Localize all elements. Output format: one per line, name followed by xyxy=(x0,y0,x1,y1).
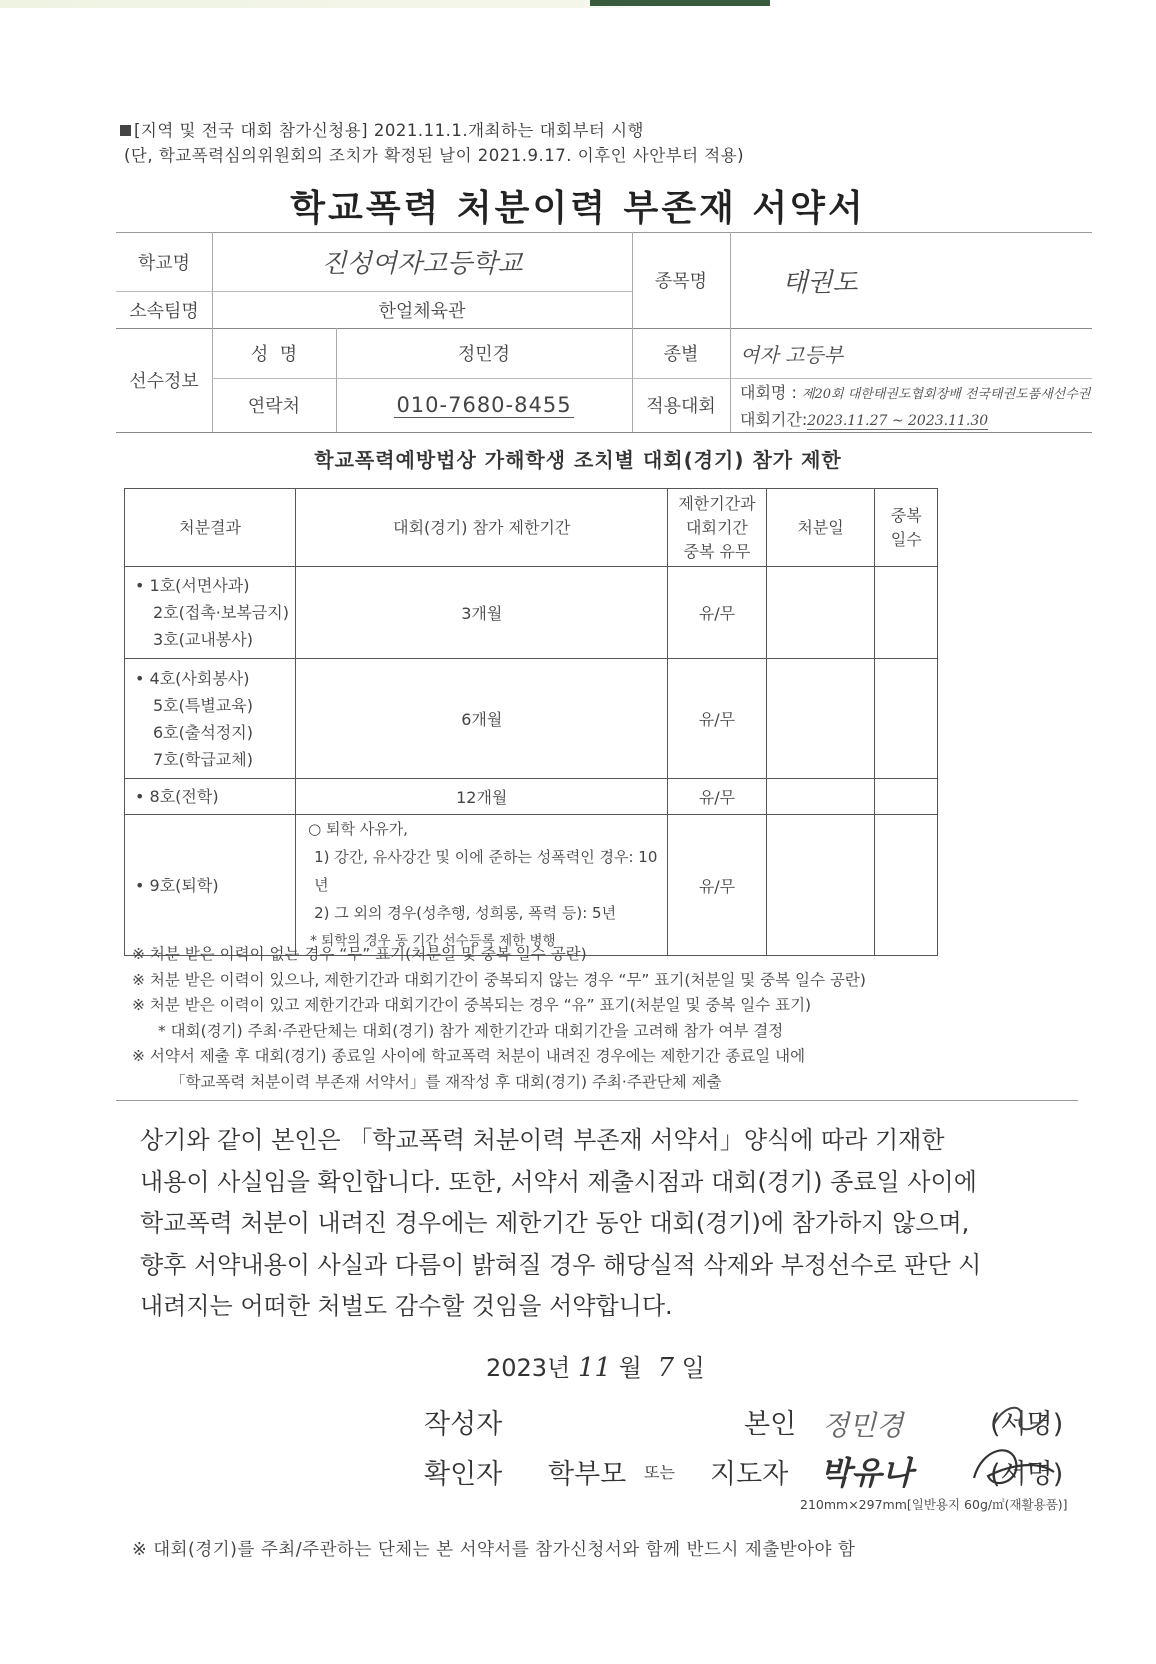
contact-value: 010-7680-8455 xyxy=(396,392,572,417)
divider xyxy=(116,1100,1078,1101)
contact-label: 연락처 xyxy=(247,396,301,417)
header-overlap-line: 제한기간과 xyxy=(678,493,756,513)
pledge-line: 내려지는 어떠한 처벌도 감수할 것임을 서약합니다. xyxy=(140,1292,673,1320)
parent-label: 학부모 xyxy=(548,1459,627,1490)
date-year: 2023년 xyxy=(486,1354,571,1382)
header-overlap xyxy=(668,489,766,567)
header-days-line: 중복 xyxy=(890,505,922,525)
name-value: 정민경 xyxy=(457,344,511,365)
footnotes xyxy=(132,942,866,1095)
square-bullet-icon xyxy=(120,125,131,136)
date-month: 11 xyxy=(577,1353,611,1383)
date-day-label: 일 xyxy=(681,1354,705,1382)
pledge-line: 학교폭력 처분이 내려진 경우에는 제한기간 동안 대회(경기)에 참가하지 않으며, xyxy=(140,1209,970,1237)
header-days-line: 일수 xyxy=(890,529,922,549)
team-label: 소속팀명 xyxy=(129,300,199,322)
pledge-text xyxy=(140,1120,981,1328)
result-cell: • 8호(전학) xyxy=(125,779,296,815)
date-day: 7 xyxy=(657,1353,675,1383)
pledge-date xyxy=(486,1348,705,1383)
table-header-row xyxy=(125,489,938,567)
date-cell xyxy=(766,567,875,659)
restriction-subtitle: 학교폭력예방법상 가해학생 조치별 대회(경기) 참가 제한 xyxy=(314,448,842,472)
row9-note-4: * 퇴학의 경우 동 기간 선수등록 제한 병행 xyxy=(310,933,556,949)
name-label: 성 명 xyxy=(250,344,298,365)
competition-label: 적용대회 xyxy=(646,396,716,417)
coach-name: 박유나 xyxy=(820,1454,913,1492)
notice xyxy=(120,118,744,168)
or-label: 또는 xyxy=(644,1463,675,1482)
header-days xyxy=(875,489,938,567)
days-cell xyxy=(875,779,938,815)
top-paper-edge xyxy=(0,0,1156,8)
event-value: 태권도 xyxy=(782,267,858,298)
notice-line-2: (단, 학교폭력심의위원회의 조치가 확정된 날이 2021.9.17. 이후인 사안부터 적용) xyxy=(124,146,745,165)
pledge-line: 상기와 같이 본인은 「학교폭력 처분이력 부존재 서약서」양식에 따라 기재한 xyxy=(140,1126,945,1154)
result-line: 6호(출석정지) xyxy=(153,722,253,742)
writer-label: 작성자 xyxy=(424,1409,503,1440)
notice-line-1: [지역 및 전국 대회 참가신청용] 2021.11.1.개최하는 대회부터 시행 xyxy=(134,121,644,140)
paper-spec: 210mm×297mm[일반용지 60g/㎡(재활용품)] xyxy=(800,1497,1068,1512)
result-cell xyxy=(125,659,296,779)
period-cell: 3개월 xyxy=(296,567,668,659)
pledge-line: 향후 서약내용이 사실과 다름이 밝혀질 경우 해당실적 삭제와 부정선수로 판단 시 xyxy=(140,1250,982,1279)
green-edge-strip xyxy=(590,0,770,6)
pledge-line: 내용이 사실임을 확인합니다. 또한, 서약서 제출시점과 대회(경기) 종료일 사이에 xyxy=(140,1167,977,1196)
player-info-table xyxy=(116,232,1092,434)
self-sign-label: (서명) xyxy=(990,1409,1064,1440)
bottom-note: ※ 대회(경기)를 주최/주관하는 단체는 본 서약서를 참가신청서와 함께 반드시 제출받아야 함 xyxy=(132,1540,856,1560)
team-value: 한얼체육관 xyxy=(378,300,466,322)
result-line: 2호(접촉·보복금지) xyxy=(153,603,289,622)
row9-note-1: ○ 퇴학 사유가, xyxy=(308,820,408,838)
result-cell: • 9호(퇴학) xyxy=(125,815,296,956)
event-label: 종목명 xyxy=(654,271,708,292)
footnote: ※ 처분 받은 이력이 있으나, 제한기간과 대회기간이 중복되지 않는 경우 “무” 표기(처분일 및 중복 일수 공란) xyxy=(132,970,866,989)
header-overlap-line: 중복 유무 xyxy=(683,541,751,561)
table-row xyxy=(125,815,938,956)
player-info-label: 선수정보 xyxy=(129,371,199,392)
days-cell xyxy=(875,659,938,779)
competition-name-value: 제20회 대한태권도협회장배 전국태권도품새선수권 xyxy=(801,387,1091,402)
table-row xyxy=(125,779,938,815)
period-cell: 6개월 xyxy=(296,659,668,779)
footnote: ※ 서약서 제출 후 대회(경기) 종료일 사이에 학교폭력 처분이 내려진 경우에는 제한기간 종료일 내에 xyxy=(132,1047,806,1065)
date-month-label: 월 xyxy=(618,1354,642,1382)
period-cell: 12개월 xyxy=(296,779,668,815)
competition-name-label: 대회명 : xyxy=(740,383,797,402)
date-cell xyxy=(766,815,875,956)
footnote: 「학교폭력 처분이력 부존재 서약서」를 재작성 후 대회(경기) 주최·주관단체 제출 xyxy=(170,1072,722,1091)
result-cell xyxy=(125,567,296,659)
category-label: 종별 xyxy=(663,344,699,365)
footnote: ※ 처분 받은 이력이 있고 제한기간과 대회기간이 중복되는 경우 “유” 표기(처분일 및 중복 일수 표기) xyxy=(132,996,812,1014)
school-value: 진성여자고등학교 xyxy=(321,249,523,279)
result-line: 3호(교내봉사) xyxy=(153,630,253,649)
header-date: 처분일 xyxy=(766,489,875,567)
footnote: * 대회(경기) 주최·주관단체는 대회(경기) 참가 제한기간과 대회기간을 고려해 참가 여부 결정 xyxy=(158,1021,784,1040)
table-row xyxy=(125,567,938,659)
signature-mark-2 xyxy=(964,1438,1064,1498)
result-line: • 4호(사회봉사) xyxy=(135,668,250,688)
row9-note-2: 1) 강간, 유사강간 및 이에 준하는 성폭력인 경우: 10년 xyxy=(314,848,658,894)
header-period: 대회(경기) 참가 제한기간 xyxy=(296,489,668,567)
school-label: 학교명 xyxy=(137,252,191,274)
restriction-table xyxy=(124,488,938,956)
confirmer-label: 확인자 xyxy=(424,1459,503,1490)
result-line: 7호(학급교체) xyxy=(153,749,253,769)
table-row xyxy=(125,659,938,779)
result-line: • 1호(서면사과) xyxy=(135,576,250,595)
competition-period-label: 대회기간: xyxy=(740,410,808,429)
overlap-cell: 유/무 xyxy=(668,567,766,659)
coach-sign-label: (서명) xyxy=(990,1459,1064,1490)
days-cell xyxy=(875,815,938,956)
self-name: 정민경 xyxy=(822,1409,904,1442)
date-cell xyxy=(766,779,875,815)
overlap-cell: 유/무 xyxy=(668,815,766,956)
page-title: 학교폭력 처분이력 부존재 서약서 xyxy=(290,188,866,229)
period-cell xyxy=(296,815,668,956)
competition-detail xyxy=(740,380,1092,434)
overlap-cell: 유/무 xyxy=(668,659,766,779)
category-value: 여자 고등부 xyxy=(740,342,843,367)
days-cell xyxy=(875,567,938,659)
coach-label: 지도자 xyxy=(710,1459,789,1490)
row9-note-3: 2) 그 외의 경우(성추행, 성희롱, 폭력 등): 5년 xyxy=(314,904,617,922)
competition-period-value: 2023.11.27 ~ 2023.11.30 xyxy=(807,413,989,429)
header-result: 처분결과 xyxy=(125,489,296,567)
header-overlap-line: 대회기간 xyxy=(686,517,748,537)
signature-mark-1 xyxy=(986,1394,1056,1444)
self-label: 본인 xyxy=(744,1409,797,1440)
date-cell xyxy=(766,659,875,779)
footnote: ※ 처분 받은 이력이 없는 경우 “무” 표기(처분일 및 중복 일수 공란) xyxy=(132,945,587,963)
overlap-cell: 유/무 xyxy=(668,779,766,815)
result-line: 5호(특별교육) xyxy=(153,695,253,715)
